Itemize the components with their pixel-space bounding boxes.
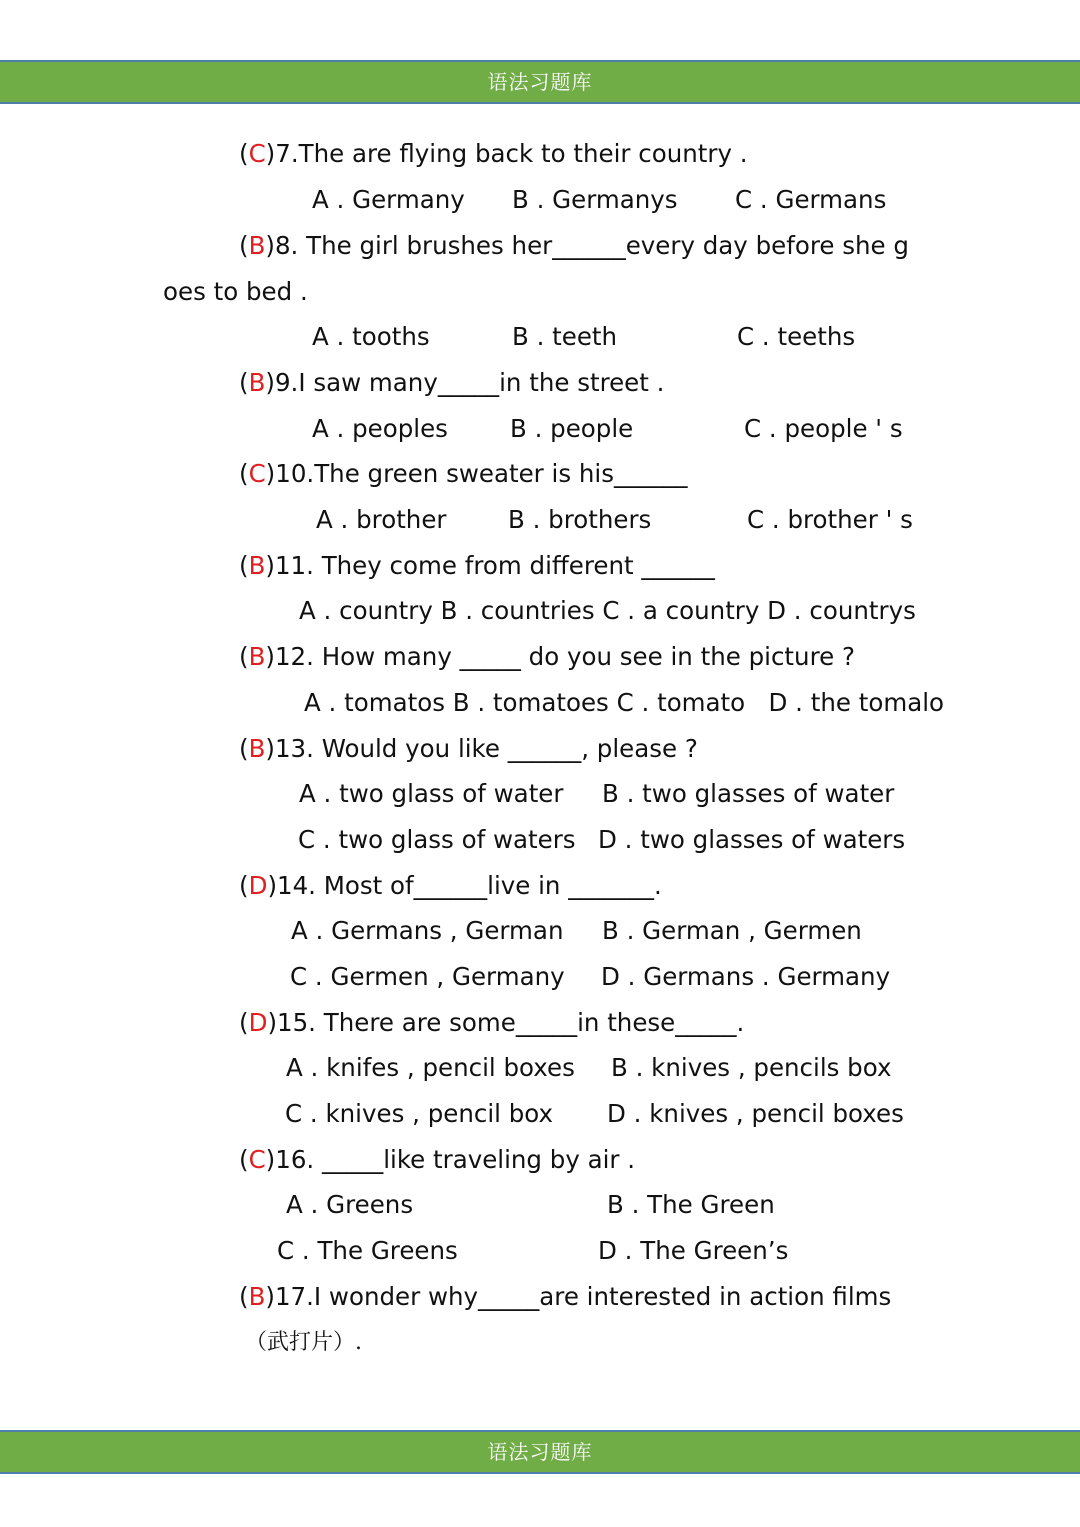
question-15-option-d: D . knives , pencil boxes <box>607 1099 904 1128</box>
question-16-option-a: A . Greens <box>286 1190 414 1219</box>
question-14-option-d: D . Germans . Germany <box>601 962 891 991</box>
question-8-stem: (B)8. The girl brushes her______every day before she g <box>239 231 909 260</box>
header-band: 语法习题库 <box>0 60 1080 104</box>
question-10-stem: (C)10.The green sweater is his______ <box>239 459 688 488</box>
answer-11: B <box>248 551 266 580</box>
question-11-stem: (B)11. They come from different ______ <box>239 551 715 580</box>
question-9-option-a: A . peoples <box>312 414 448 443</box>
question-16-stem: (C)16. _____like traveling by air . <box>239 1145 636 1174</box>
question-8-option-c: C . teeths <box>737 322 856 351</box>
question-16-option-d: D . The Green’s <box>598 1236 789 1265</box>
question-16-option-c: C . The Greens <box>277 1236 458 1265</box>
question-10-option-c: C . brother ' s <box>747 505 913 534</box>
answer-14: D <box>248 871 268 900</box>
question-7-option-a: A . Germany <box>312 185 465 214</box>
question-13-option-d: D . two glasses of waters <box>598 825 906 854</box>
question-9-option-c: C . people ' s <box>744 414 903 443</box>
question-13-option-c: C . two glass of waters <box>298 825 576 854</box>
question-16-option-b: B . The Green <box>607 1190 775 1219</box>
question-15-option-a: A . knifes , pencil boxes <box>286 1053 575 1082</box>
question-10-option-a: A . brother <box>316 505 447 534</box>
question-11-options: A . country B . countries C . a country D . countrys <box>299 596 916 625</box>
question-12-options: A . tomatos B . tomatoes C . tomato D . the tomalo <box>304 688 945 717</box>
answer-15: D <box>248 1008 268 1037</box>
question-7-option-c: C . Germans <box>735 185 887 214</box>
question-14-stem: (D)14. Most of______live in _______. <box>239 871 662 900</box>
question-10-option-b: B . brothers <box>508 505 652 534</box>
question-15-option-b: B . knives , pencils box <box>611 1053 892 1082</box>
question-13-option-a: A . two glass of water <box>299 779 564 808</box>
question-7-stem: (C)7.The are flying back to their country . <box>239 139 748 168</box>
answer-8: B <box>248 231 266 260</box>
question-15-stem: (D)15. There are some_____in these_____. <box>239 1008 745 1037</box>
question-8-stem-continued: oes to bed . <box>163 277 308 306</box>
question-13-stem: (B)13. Would you like ______, please ? <box>239 734 698 763</box>
answer-17: B <box>248 1282 266 1311</box>
answer-12: B <box>248 642 266 671</box>
question-7-option-b: B . Germanys <box>512 185 678 214</box>
question-8-option-a: A . tooths <box>312 322 430 351</box>
footer-band: 语法习题库 <box>0 1430 1080 1474</box>
question-9-stem: (B)9.I saw many_____in the street . <box>239 368 665 397</box>
question-9-option-b: B . people <box>510 414 634 443</box>
answer-7: C <box>248 139 266 168</box>
question-14-option-c: C . Germen , Germany <box>290 962 565 991</box>
question-15-option-c: C . knives , pencil box <box>285 1099 554 1128</box>
answer-13: B <box>248 734 266 763</box>
answer-16: C <box>248 1145 266 1174</box>
question-14-option-b: B . German , Germen <box>602 916 862 945</box>
answer-9: B <box>248 368 266 397</box>
question-12-stem: (B)12. How many _____ do you see in the picture ? <box>239 642 855 671</box>
question-13-option-b: B . two glasses of water <box>602 779 895 808</box>
question-17-stem: (B)17.I wonder why_____are interested in action films <box>239 1282 892 1311</box>
answer-10: C <box>248 459 266 488</box>
question-14-option-a: A . Germans , German <box>291 916 564 945</box>
question-8-option-b: B . teeth <box>512 322 618 351</box>
question-17-stem-continued: （武打片）. <box>245 1330 362 1355</box>
